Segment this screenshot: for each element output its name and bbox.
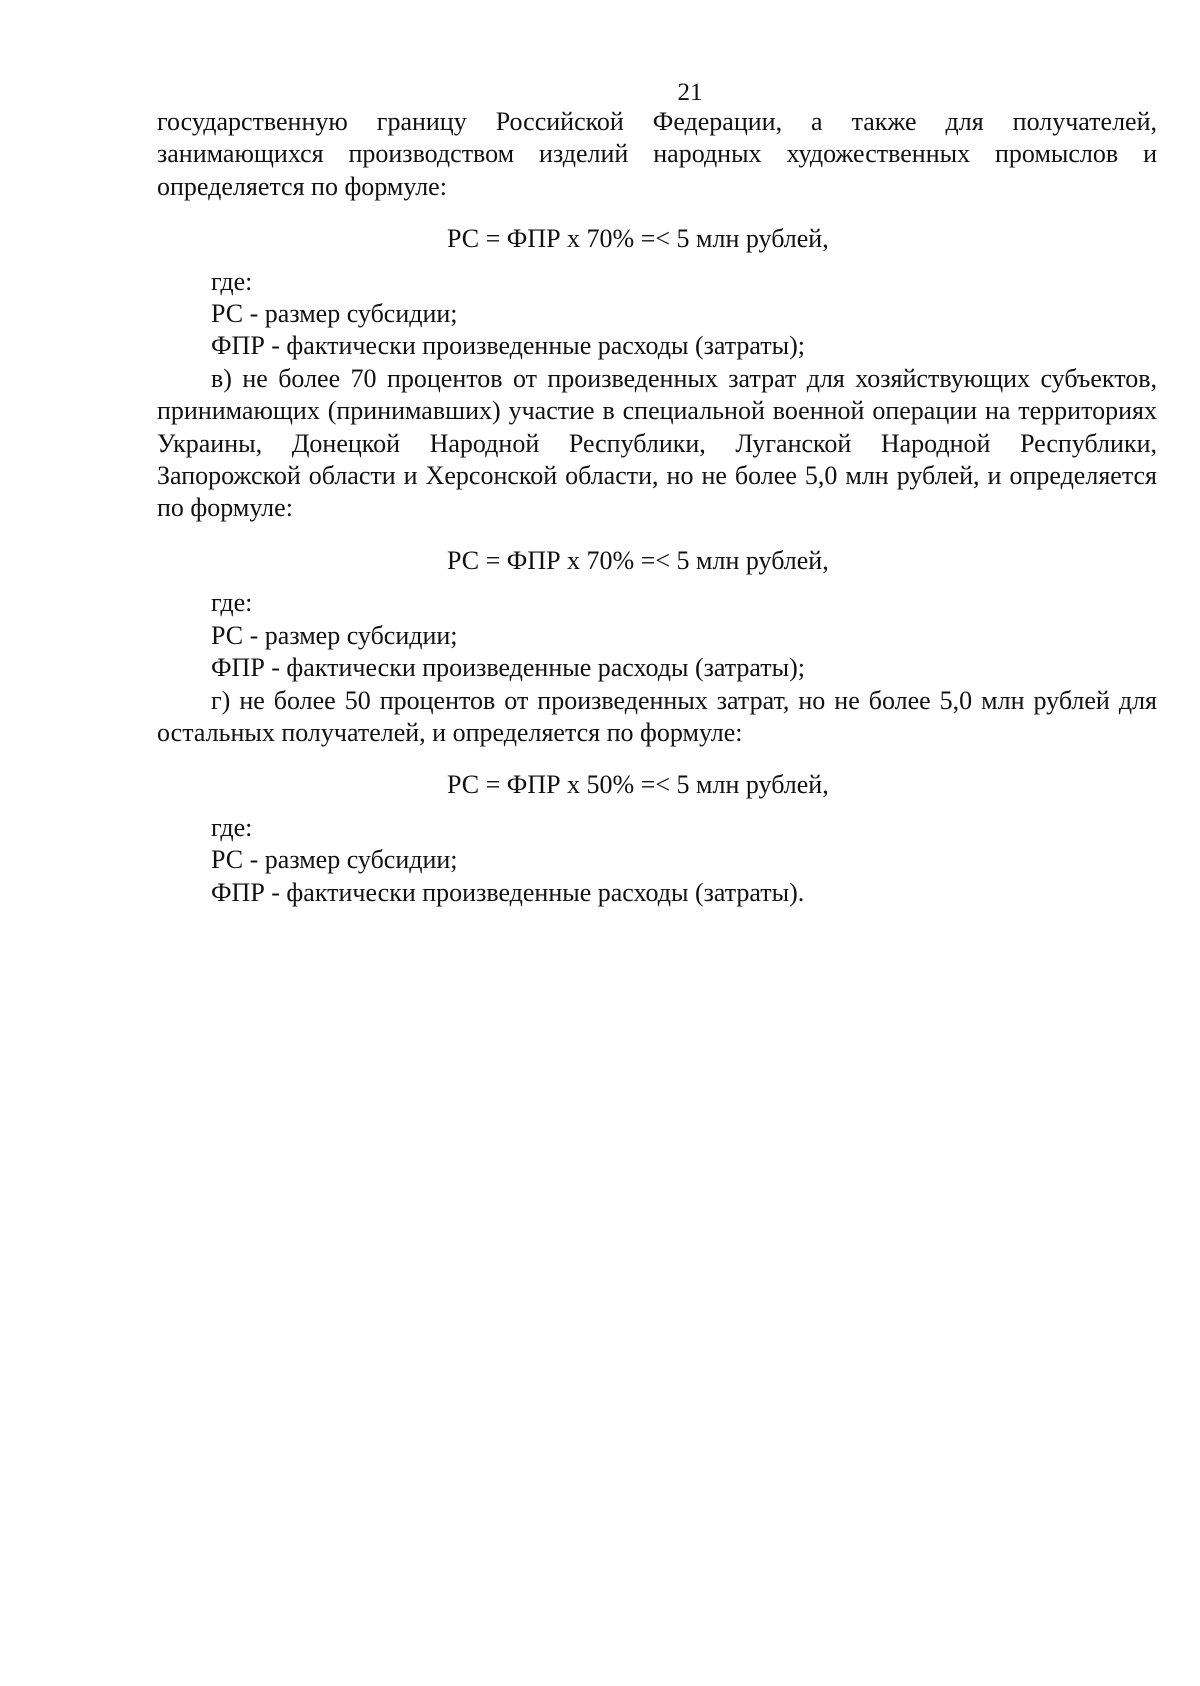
where-label-2: где:	[211, 588, 253, 618]
fpr-definition-2: ФПР - фактически произведенные расходы (затраты);	[211, 653, 806, 683]
formula-70-percent-2: РС = ФПР x 70% =< 5 млн рублей,	[447, 545, 829, 575]
formula-50-percent: РС = ФПР x 50% =< 5 млн рублей,	[447, 770, 829, 800]
formula-70-percent-1: РС = ФПР x 70% =< 5 млн рублей,	[447, 224, 829, 254]
item-v-paragraph: в) не более 70 процентов от произведенных затрат для хозяйствующих субъектов, принимающих (принимавших) участие в специальной военной операции на территориях Украины, Донецкой Народной Республики, Луганской Народной Республики, Запорожской области и Херсонской области, но не более 5,0 млн рублей, и определяется по формуле:	[157, 363, 1157, 523]
intro-paragraph: государственную границу Российской Федерации, а также для получателей, занимающихся производством изделий народных художественных промыслов и определяется по формуле:	[157, 107, 1157, 201]
rs-definition-3: РС - размер субсидии;	[211, 845, 458, 875]
fpr-definition-3: ФПР - фактически произведенные расходы (затраты).	[211, 877, 805, 907]
page-number: 21	[677, 79, 703, 106]
document-body	[157, 106, 1157, 909]
where-label-3: где:	[211, 812, 253, 842]
fpr-definition-1: ФПР - фактически произведенные расходы (затраты);	[211, 331, 806, 361]
rs-definition-1: РС - размер субсидии;	[211, 299, 458, 329]
item-g-paragraph: г) не более 50 процентов от произведенных затрат, но не более 5,0 млн рублей для остальных получателей, и определяется по формуле:	[157, 685, 1157, 747]
where-label-1: где:	[211, 266, 253, 296]
rs-definition-2: РС - размер субсидии;	[211, 620, 458, 650]
